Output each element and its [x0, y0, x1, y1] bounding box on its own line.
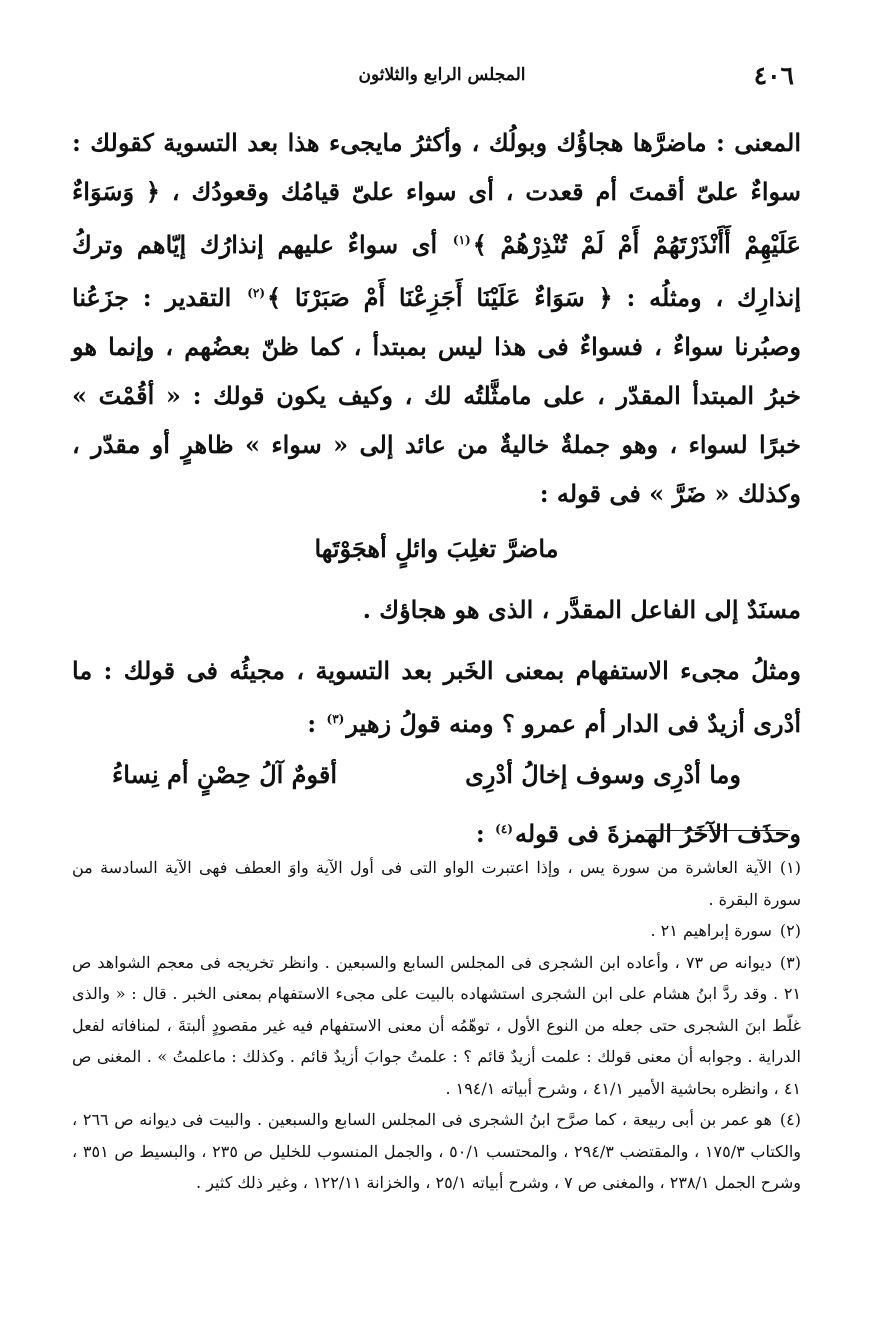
footnote-number: (٢) [779, 921, 801, 940]
footnote-divider [645, 830, 790, 831]
verse-couplet [72, 750, 801, 799]
footnote-ref-2: (٢) [247, 286, 266, 300]
verse-hemistich-second: أقومٌ آلُ حِصْنٍ أم نِساءُ [112, 760, 338, 789]
page-number: ٤٠٦ [753, 60, 794, 90]
paragraph-3-text: ومثلُ مجىء الاستفهام بمعنى الخَبر بعد التسوية ، مجيئُه فى قولك : ما أدْرى أزيدٌ فى الدار أم عمرو ؟ ومنه قولُ زهير [72, 656, 801, 738]
footnote-ref-4: (٤) [495, 822, 513, 836]
page-header [90, 58, 794, 92]
spacer [72, 634, 801, 646]
verse-line-1: ماضرَّ تغلِبَ وائلٍ أهجَوْتَها [314, 534, 559, 563]
paragraph-4 [72, 805, 801, 858]
running-head: المجلس الرابع والثلاثون [358, 65, 526, 85]
footnote-text: الآية العاشرة من سورة يس ، وإذا اعتبرت الواو التى فى أول الآية واوَ العطف فهى الآية السادسة من سورة البقرة . [72, 858, 801, 909]
paragraph-1b-text: أى سواءٌ عليهم إنذارُك إيّاهم وتركُ إنذارِك ، ومثلُه : ﴿ سَوَاءٌ عَلَيْنَا أَجَزِعْنَا أَمْ صَبَرْنَا ﴾ [72, 230, 802, 312]
paragraph-2: مسنَدٌ إلى الفاعل المقدَّر ، الذى هو هجاؤك . [362, 595, 801, 624]
paragraph-1c-text: التقدير : جزَعُنا وصبُرنا سواءٌ ، فسواءٌ فى هذا ليس بمبتدأ ، كما ظنّ بعضُهم ، وإنما هو خبرُ المبتدأ المقدّر ، على مامثَّلتُه لك ، وكيف يكون قولك : « أقُمْتَ » خبرًا لسواء ، وهو جملةٌ خاليةٌ من عائد إلى « سواء » ظاهرٍ أو مقدّر ، وكذلك « ضَرَّ » فى قوله : [72, 283, 802, 508]
footnote-number: (١) [779, 858, 801, 877]
verse-hemistich-first: وما أدْرِى وسوف إخالُ أدْرِى [465, 760, 741, 789]
footnote-4 [72, 1104, 801, 1199]
footnote-text: سورة إبراهيم ٢١ . [650, 921, 772, 940]
paragraph-4-end: : [475, 819, 485, 848]
footnote-ref-1: (١) [452, 233, 471, 247]
paragraph-3 [72, 646, 801, 748]
footnote-number: (٤) [779, 1110, 802, 1129]
paragraph-3-end: : [307, 709, 317, 738]
footnote-2 [72, 915, 801, 947]
footnotes [72, 852, 801, 1199]
footnote-ref-3: (٣) [326, 712, 345, 726]
paragraph-4-text: وحذَف الآخَرُ الهمزةَ فى قوله [514, 819, 801, 848]
paragraph-1-text: المعنى : ماضرَّها هجاؤُك وبولُك ، وأكثرُ مايجىء هذا بعد التسوية كقولك : سواءٌ علىّ أقمتَ أم قعدت ، أى سواء علىّ قيامُك وقعودُك ، ﴿ وَسَوَاءٌ عَلَيْهِمْ أَأَنْذَرْتَهُمْ أَمْ لَمْ تُنْذِرْهُمْ ﴾ [72, 128, 801, 259]
paragraph-1 [72, 118, 801, 518]
footnote-text: ديوانه ص ٧٣ ، وأعاده ابن الشجرى فى المجلس السابع والسبعين . وانظر تخريجه فى معجم الشواهد ص ٢١ . وقد ردَّ ابنُ هشام على ابن الشجرى استشهاده بالبيت على مجىء الاستفهام بمعنى الخبر . قال : « والذى غلّط ابنَ الشجرى حتى جعله من النوع الأول ، توهّمُه أن معنى الاستفهام فيه غير مقصودٍ ألبتةَ ، لمنافاته لفعل الدراية . وجوابه أن معنى قولك : علمت أزيدٌ قائم ؟ : علمتُ جوابَ أزيدٌ قائم . وكذلك : ماعلمتُ » . المغنى ص ٤١ ، وانظره بحاشية الأمير ٤١/١ ، وشرح أبياته ١٩٤/١ . [72, 952, 801, 1098]
footnote-3 [72, 947, 801, 1105]
footnote-number: (٣) [779, 952, 801, 972]
footnote-1 [72, 852, 801, 915]
footnote-text: هو عمر بن أبى ربيعة ، كما صرَّح ابنُ الشجرى فى المجلس السابع والسبعين . والبيت فى ديوانه ص ٢٦٦ ، والكتاب ١٧٥/٣ ، والمقتضب ٢٩٤/٣ ، والمحتسب ٥٠/١ ، والجمل المنسوب للخليل ص ٢٣٥ ، والبسيط ص ٣٥١ ، وشرح الجمل ٢٣٨/١ ، والمغنى ص ٧ ، وشرح أبياته ٢٥/١ ، والخزانة ١٢٢/١١ ، وغير ذلك كثير . [72, 1110, 802, 1192]
main-text [72, 118, 801, 858]
